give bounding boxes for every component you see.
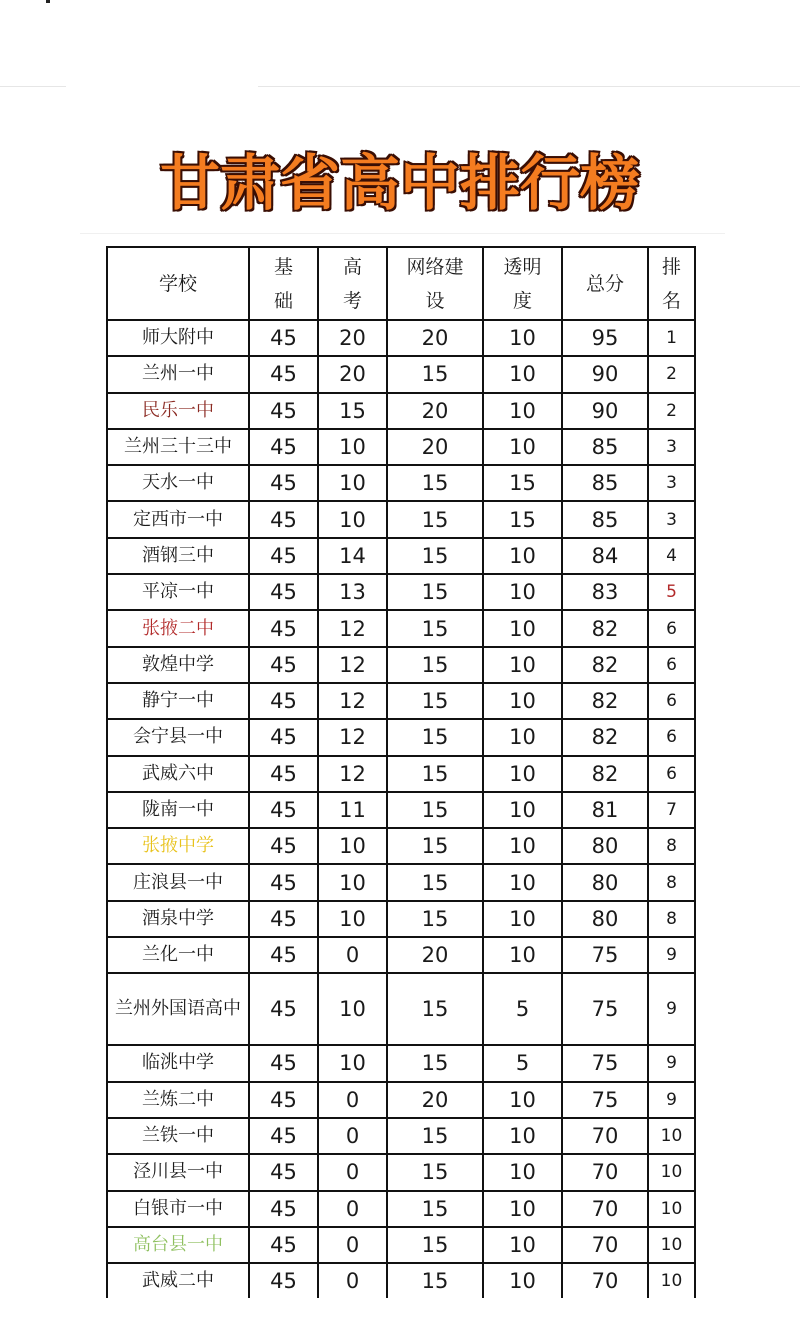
table-row — [107, 864, 695, 900]
page-title: 甘肃省高中排行榜 — [160, 149, 640, 219]
cell-gaokao: 0 — [318, 1227, 387, 1263]
cell-basic: 45 — [249, 756, 318, 792]
cell-total: 82 — [562, 756, 648, 792]
cell-total: 75 — [562, 937, 648, 973]
cell-basic: 45 — [249, 1263, 318, 1299]
cell-transparency: 5 — [483, 1045, 562, 1081]
cell-network: 15 — [387, 501, 483, 537]
cell-school: 酒钢三中 — [107, 538, 249, 574]
cell-school: 泾川县一中 — [107, 1154, 249, 1190]
cell-rank: 8 — [648, 828, 695, 864]
cell-basic: 45 — [249, 356, 318, 392]
cell-total: 70 — [562, 1263, 648, 1299]
cell-rank: 8 — [648, 901, 695, 937]
cell-total: 80 — [562, 864, 648, 900]
cell-network: 15 — [387, 828, 483, 864]
cell-network: 20 — [387, 393, 483, 429]
cell-rank: 10 — [648, 1191, 695, 1227]
table-row — [107, 465, 695, 501]
cell-school: 武威六中 — [107, 756, 249, 792]
cell-network: 20 — [387, 320, 483, 356]
cell-transparency: 10 — [483, 393, 562, 429]
divider — [0, 86, 66, 87]
table-row — [107, 756, 695, 792]
cell-basic: 45 — [249, 429, 318, 465]
cell-gaokao: 12 — [318, 719, 387, 755]
table-row — [107, 1227, 695, 1263]
cell-basic: 45 — [249, 1082, 318, 1118]
cell-total: 80 — [562, 828, 648, 864]
cell-rank: 7 — [648, 792, 695, 828]
table-row — [107, 1045, 695, 1081]
cell-rank: 2 — [648, 393, 695, 429]
page-bottom — [0, 1298, 800, 1331]
table-row — [107, 1154, 695, 1190]
table-row — [107, 610, 695, 646]
table-row — [107, 320, 695, 356]
table-row — [107, 356, 695, 392]
cell-network: 15 — [387, 1191, 483, 1227]
header-gaokao: 高考 — [318, 247, 387, 320]
cell-transparency: 5 — [483, 973, 562, 1045]
cell-basic: 45 — [249, 574, 318, 610]
cell-gaokao: 10 — [318, 901, 387, 937]
table-row — [107, 647, 695, 683]
cell-total: 82 — [562, 647, 648, 683]
cell-rank: 3 — [648, 501, 695, 537]
cell-network: 15 — [387, 610, 483, 646]
table-row — [107, 538, 695, 574]
cell-rank: 2 — [648, 356, 695, 392]
cell-total: 82 — [562, 610, 648, 646]
cell-basic: 45 — [249, 901, 318, 937]
cell-transparency: 10 — [483, 356, 562, 392]
table-header-row — [107, 247, 695, 320]
table-row — [107, 1118, 695, 1154]
table-row — [107, 1082, 695, 1118]
cell-rank: 9 — [648, 1082, 695, 1118]
cell-transparency: 10 — [483, 864, 562, 900]
cell-basic: 45 — [249, 973, 318, 1045]
cell-rank: 6 — [648, 683, 695, 719]
cell-gaokao: 10 — [318, 973, 387, 1045]
cell-transparency: 10 — [483, 792, 562, 828]
cell-gaokao: 11 — [318, 792, 387, 828]
cell-school: 张掖中学 — [107, 828, 249, 864]
cell-total: 82 — [562, 683, 648, 719]
table-row — [107, 792, 695, 828]
table-row — [107, 429, 695, 465]
cell-basic: 45 — [249, 465, 318, 501]
cell-rank: 9 — [648, 1045, 695, 1081]
cell-gaokao: 0 — [318, 1263, 387, 1299]
cell-school: 庄浪县一中 — [107, 864, 249, 900]
table-body — [107, 320, 695, 1299]
cell-gaokao: 10 — [318, 465, 387, 501]
cell-gaokao: 12 — [318, 610, 387, 646]
header-network: 网络建设 — [387, 247, 483, 320]
table-row — [107, 901, 695, 937]
cell-total: 90 — [562, 356, 648, 392]
cell-transparency: 10 — [483, 538, 562, 574]
cell-basic: 45 — [249, 320, 318, 356]
cell-total: 85 — [562, 501, 648, 537]
cell-basic: 45 — [249, 864, 318, 900]
cell-total: 85 — [562, 465, 648, 501]
cell-rank: 10 — [648, 1263, 695, 1299]
cell-rank: 6 — [648, 756, 695, 792]
cell-transparency: 10 — [483, 574, 562, 610]
table-row — [107, 574, 695, 610]
cell-transparency: 15 — [483, 465, 562, 501]
header-transparency: 透明度 — [483, 247, 562, 320]
cell-basic: 45 — [249, 719, 318, 755]
cell-network: 20 — [387, 429, 483, 465]
table-row — [107, 719, 695, 755]
table-row — [107, 937, 695, 973]
header-basic: 基础 — [249, 247, 318, 320]
header-rank: 排名 — [648, 247, 695, 320]
cell-gaokao: 13 — [318, 574, 387, 610]
cell-network: 15 — [387, 756, 483, 792]
cell-network: 15 — [387, 538, 483, 574]
cell-total: 75 — [562, 1045, 648, 1081]
cell-school: 师大附中 — [107, 320, 249, 356]
cell-gaokao: 0 — [318, 1082, 387, 1118]
cell-basic: 45 — [249, 683, 318, 719]
cell-basic: 45 — [249, 1191, 318, 1227]
cell-basic: 45 — [249, 538, 318, 574]
cell-transparency: 10 — [483, 828, 562, 864]
top-edge-mark — [46, 0, 50, 3]
cell-total: 70 — [562, 1118, 648, 1154]
cell-school: 定西市一中 — [107, 501, 249, 537]
cell-transparency: 10 — [483, 320, 562, 356]
cell-gaokao: 0 — [318, 1118, 387, 1154]
cell-total: 80 — [562, 901, 648, 937]
cell-transparency: 10 — [483, 1191, 562, 1227]
cell-network: 15 — [387, 465, 483, 501]
cell-network: 15 — [387, 973, 483, 1045]
title-banner — [0, 148, 800, 220]
cell-school: 敦煌中学 — [107, 647, 249, 683]
cell-school: 白银市一中 — [107, 1191, 249, 1227]
cell-gaokao: 10 — [318, 864, 387, 900]
table-row — [107, 973, 695, 1045]
cell-network: 15 — [387, 792, 483, 828]
cell-school: 兰州一中 — [107, 356, 249, 392]
cell-basic: 45 — [249, 647, 318, 683]
table-row — [107, 1191, 695, 1227]
divider — [258, 86, 800, 87]
cell-network: 15 — [387, 356, 483, 392]
cell-transparency: 10 — [483, 610, 562, 646]
cell-basic: 45 — [249, 1118, 318, 1154]
cell-school: 张掖二中 — [107, 610, 249, 646]
cell-gaokao: 14 — [318, 538, 387, 574]
table-row — [107, 828, 695, 864]
header-school: 学校 — [107, 247, 249, 320]
cell-school: 兰化一中 — [107, 937, 249, 973]
cell-gaokao: 12 — [318, 647, 387, 683]
cell-school: 民乐一中 — [107, 393, 249, 429]
cell-school: 陇南一中 — [107, 792, 249, 828]
cell-transparency: 10 — [483, 937, 562, 973]
cell-total: 82 — [562, 719, 648, 755]
cell-transparency: 10 — [483, 1227, 562, 1263]
divider — [80, 233, 725, 234]
cell-network: 20 — [387, 937, 483, 973]
cell-rank: 5 — [648, 574, 695, 610]
cell-total: 84 — [562, 538, 648, 574]
cell-network: 15 — [387, 901, 483, 937]
cell-transparency: 10 — [483, 1082, 562, 1118]
cell-transparency: 10 — [483, 1263, 562, 1299]
cell-basic: 45 — [249, 610, 318, 646]
cell-rank: 6 — [648, 647, 695, 683]
cell-basic: 45 — [249, 792, 318, 828]
cell-network: 20 — [387, 1082, 483, 1118]
cell-transparency: 10 — [483, 901, 562, 937]
cell-gaokao: 12 — [318, 756, 387, 792]
cell-rank: 3 — [648, 465, 695, 501]
cell-transparency: 10 — [483, 1118, 562, 1154]
cell-rank: 3 — [648, 429, 695, 465]
cell-school: 兰州三十三中 — [107, 429, 249, 465]
cell-network: 15 — [387, 1263, 483, 1299]
cell-transparency: 10 — [483, 719, 562, 755]
cell-gaokao: 0 — [318, 1191, 387, 1227]
cell-rank: 6 — [648, 719, 695, 755]
cell-total: 70 — [562, 1227, 648, 1263]
cell-network: 15 — [387, 683, 483, 719]
cell-network: 15 — [387, 719, 483, 755]
cell-school: 静宁一中 — [107, 683, 249, 719]
cell-basic: 45 — [249, 937, 318, 973]
cell-school: 高台县一中 — [107, 1227, 249, 1263]
cell-total: 70 — [562, 1191, 648, 1227]
cell-school: 天水一中 — [107, 465, 249, 501]
cell-gaokao: 10 — [318, 501, 387, 537]
cell-basic: 45 — [249, 1045, 318, 1081]
cell-network: 15 — [387, 864, 483, 900]
cell-school: 会宁县一中 — [107, 719, 249, 755]
cell-rank: 4 — [648, 538, 695, 574]
cell-rank: 10 — [648, 1227, 695, 1263]
cell-transparency: 10 — [483, 683, 562, 719]
table-row — [107, 683, 695, 719]
cell-gaokao: 10 — [318, 1045, 387, 1081]
cell-school: 兰州外国语高中 — [107, 973, 249, 1045]
cell-transparency: 15 — [483, 501, 562, 537]
cell-gaokao: 20 — [318, 356, 387, 392]
cell-rank: 10 — [648, 1118, 695, 1154]
cell-basic: 45 — [249, 393, 318, 429]
table-row — [107, 501, 695, 537]
cell-basic: 45 — [249, 828, 318, 864]
cell-school: 武威二中 — [107, 1263, 249, 1299]
cell-total: 83 — [562, 574, 648, 610]
cell-gaokao: 10 — [318, 429, 387, 465]
cell-network: 15 — [387, 1045, 483, 1081]
cell-gaokao: 0 — [318, 1154, 387, 1190]
cell-transparency: 10 — [483, 1154, 562, 1190]
table-row — [107, 393, 695, 429]
cell-network: 15 — [387, 574, 483, 610]
cell-gaokao: 0 — [318, 937, 387, 973]
ranking-table — [106, 246, 696, 1300]
cell-total: 70 — [562, 1154, 648, 1190]
cell-total: 90 — [562, 393, 648, 429]
cell-rank: 10 — [648, 1154, 695, 1190]
cell-network: 15 — [387, 1154, 483, 1190]
cell-transparency: 10 — [483, 647, 562, 683]
header-total: 总分 — [562, 247, 648, 320]
cell-transparency: 10 — [483, 429, 562, 465]
cell-school: 兰炼二中 — [107, 1082, 249, 1118]
cell-total: 81 — [562, 792, 648, 828]
table-row — [107, 1263, 695, 1299]
cell-school: 酒泉中学 — [107, 901, 249, 937]
cell-gaokao: 20 — [318, 320, 387, 356]
cell-total: 75 — [562, 1082, 648, 1118]
cell-transparency: 10 — [483, 756, 562, 792]
cell-gaokao: 10 — [318, 828, 387, 864]
cell-total: 95 — [562, 320, 648, 356]
cell-network: 15 — [387, 647, 483, 683]
cell-school: 兰铁一中 — [107, 1118, 249, 1154]
cell-rank: 8 — [648, 864, 695, 900]
cell-school: 平凉一中 — [107, 574, 249, 610]
cell-rank: 9 — [648, 973, 695, 1045]
cell-basic: 45 — [249, 1154, 318, 1190]
cell-network: 15 — [387, 1118, 483, 1154]
cell-total: 75 — [562, 973, 648, 1045]
cell-total: 85 — [562, 429, 648, 465]
cell-rank: 6 — [648, 610, 695, 646]
cell-network: 15 — [387, 1227, 483, 1263]
cell-school: 临洮中学 — [107, 1045, 249, 1081]
cell-rank: 1 — [648, 320, 695, 356]
cell-gaokao: 15 — [318, 393, 387, 429]
cell-gaokao: 12 — [318, 683, 387, 719]
cell-basic: 45 — [249, 1227, 318, 1263]
cell-basic: 45 — [249, 501, 318, 537]
cell-rank: 9 — [648, 937, 695, 973]
